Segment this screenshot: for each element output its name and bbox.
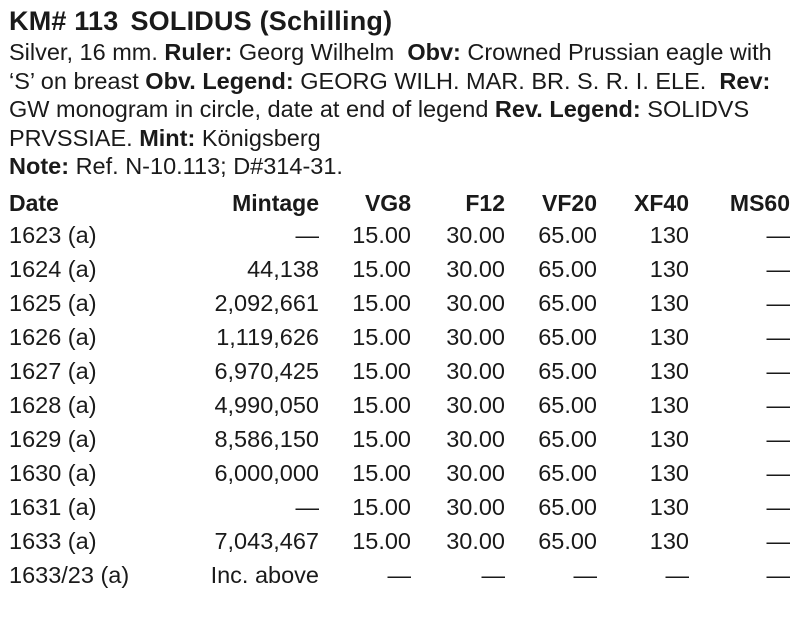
- obverse-legend-value: GEORG WILH. MAR. BR. S. R. I. ELE.: [300, 67, 707, 94]
- cell-mintage: 2,092,661: [214, 289, 319, 316]
- cell-mintage: 1,119,626: [216, 323, 319, 350]
- cell-xf40: 130: [649, 357, 689, 384]
- cell-mintage: 44,138: [247, 255, 319, 282]
- cell-ms60: —: [766, 527, 790, 554]
- cell-xf40: 130: [649, 221, 689, 248]
- table-row: [9, 456, 790, 490]
- cell-xf40: 130: [649, 493, 689, 520]
- cell-ms60: —: [766, 391, 790, 418]
- table-row: [9, 320, 790, 354]
- cell-date: 1624 (a): [9, 255, 97, 282]
- reverse-legend-label: Rev. Legend:: [494, 96, 641, 122]
- column-header-mintage: Mintage: [232, 189, 319, 216]
- cell-xf40: 130: [649, 255, 689, 282]
- cell-mintage: —: [295, 221, 319, 248]
- cell-date: 1623 (a): [9, 221, 97, 248]
- table-row: [9, 354, 790, 388]
- cell-f12: 30.00: [446, 255, 505, 282]
- table-row: [9, 490, 790, 524]
- column-header-f12: F12: [465, 189, 505, 216]
- cell-mintage: 7,043,467: [214, 527, 319, 554]
- table-body: [9, 218, 790, 592]
- reverse-label: Rev:: [719, 67, 771, 94]
- reverse-value: GW monogram in circle, date at end of legend: [9, 96, 489, 122]
- cell-date: 1627 (a): [9, 357, 97, 384]
- cell-mintage: 4,990,050: [214, 391, 319, 418]
- cell-mintage: —: [295, 493, 319, 520]
- obverse-legend-label: Obv. Legend:: [145, 67, 294, 94]
- cell-ms60: —: [766, 357, 790, 384]
- cell-date: 1626 (a): [9, 323, 97, 350]
- ruler-label: Ruler:: [164, 39, 233, 65]
- table-row: [9, 218, 790, 252]
- coin-name: SOLIDUS (Schilling): [130, 6, 393, 36]
- cell-mintage: 6,970,425: [214, 357, 319, 384]
- cell-vf20: 65.00: [538, 255, 597, 282]
- cell-date: 1629 (a): [9, 425, 97, 452]
- table-row: [9, 558, 790, 592]
- entry-description: [9, 38, 790, 181]
- cell-vf20: 65.00: [538, 527, 597, 554]
- cell-f12: 30.00: [446, 493, 505, 520]
- cell-f12: 30.00: [446, 357, 505, 384]
- column-header-xf40: XF40: [634, 189, 689, 216]
- cell-xf40: 130: [649, 425, 689, 452]
- cell-ms60: —: [766, 561, 790, 588]
- cell-date: 1630 (a): [9, 459, 97, 486]
- cell-ms60: —: [766, 493, 790, 520]
- mint-value: Königsberg: [201, 124, 321, 151]
- cell-xf40: 130: [649, 527, 689, 554]
- metal-size: Silver, 16 mm.: [9, 39, 158, 65]
- cell-f12: 30.00: [446, 289, 505, 316]
- cell-ms60: —: [766, 255, 790, 282]
- cell-vg8: 15.00: [352, 527, 411, 554]
- cell-xf40: 130: [649, 289, 689, 316]
- cell-date: 1633 (a): [9, 527, 97, 554]
- km-number: KM# 113: [9, 6, 119, 36]
- mintage-price-table: [9, 188, 790, 592]
- cell-xf40: 130: [649, 459, 689, 486]
- cell-vf20: 65.00: [538, 425, 597, 452]
- cell-vf20: 65.00: [538, 459, 597, 486]
- cell-vf20: —: [573, 561, 597, 588]
- cell-vf20: 65.00: [538, 289, 597, 316]
- cell-date: 1628 (a): [9, 391, 97, 418]
- cell-vg8: 15.00: [352, 493, 411, 520]
- cell-xf40: 130: [649, 391, 689, 418]
- table-row: [9, 252, 790, 286]
- ruler-value: Georg Wilhelm: [238, 39, 395, 65]
- cell-vg8: 15.00: [352, 255, 411, 282]
- cell-vf20: 65.00: [538, 221, 597, 248]
- cell-vg8: 15.00: [352, 425, 411, 452]
- obverse-value: Crowned Prussian eagle with ‘S’ on breast: [9, 39, 772, 94]
- column-header-vg8: VG8: [364, 189, 411, 216]
- cell-vg8: 15.00: [352, 221, 411, 248]
- cell-vg8: 15.00: [352, 459, 411, 486]
- cell-f12: 30.00: [446, 425, 505, 452]
- cell-ms60: —: [766, 459, 790, 486]
- table-row: [9, 388, 790, 422]
- cell-xf40: —: [665, 561, 689, 588]
- cell-mintage: 8,586,150: [214, 425, 319, 452]
- cell-ms60: —: [766, 221, 790, 248]
- cell-ms60: —: [766, 425, 790, 452]
- cell-vf20: 65.00: [538, 323, 597, 350]
- cell-date: 1633/23 (a): [9, 561, 130, 588]
- mint-label: Mint:: [139, 124, 196, 151]
- cell-ms60: —: [766, 289, 790, 316]
- table-row: [9, 286, 790, 320]
- cell-ms60: —: [766, 323, 790, 350]
- cell-date: 1625 (a): [9, 289, 97, 316]
- cell-f12: 30.00: [446, 391, 505, 418]
- cell-xf40: 130: [649, 323, 689, 350]
- cell-vg8: —: [387, 561, 411, 588]
- note-label: Note:: [9, 153, 70, 179]
- cell-date: 1631 (a): [9, 493, 97, 520]
- table-row: [9, 524, 790, 558]
- table-row: [9, 422, 790, 456]
- obverse-label: Obv:: [407, 39, 461, 65]
- cell-vf20: 65.00: [538, 391, 597, 418]
- note-value: Ref. N-10.113; D#314-31.: [75, 153, 343, 179]
- cell-f12: 30.00: [446, 459, 505, 486]
- cell-vf20: 65.00: [538, 493, 597, 520]
- entry-title: [9, 4, 790, 38]
- column-header-date: Date: [9, 189, 59, 216]
- cell-mintage: 6,000,000: [214, 459, 319, 486]
- cell-f12: 30.00: [446, 527, 505, 554]
- table-header-row: [9, 188, 790, 218]
- column-header-ms60: MS60: [729, 189, 790, 216]
- cell-vg8: 15.00: [352, 289, 411, 316]
- cell-mintage: Inc. above: [210, 561, 319, 588]
- cell-f12: 30.00: [446, 323, 505, 350]
- cell-vg8: 15.00: [352, 357, 411, 384]
- cell-vg8: 15.00: [352, 391, 411, 418]
- cell-vg8: 15.00: [352, 323, 411, 350]
- cell-f12: —: [481, 561, 505, 588]
- cell-vf20: 65.00: [538, 357, 597, 384]
- column-header-vf20: VF20: [542, 189, 597, 216]
- reverse-legend-value: SOLIDVS PRVSSIAE.: [9, 96, 750, 151]
- cell-f12: 30.00: [446, 221, 505, 248]
